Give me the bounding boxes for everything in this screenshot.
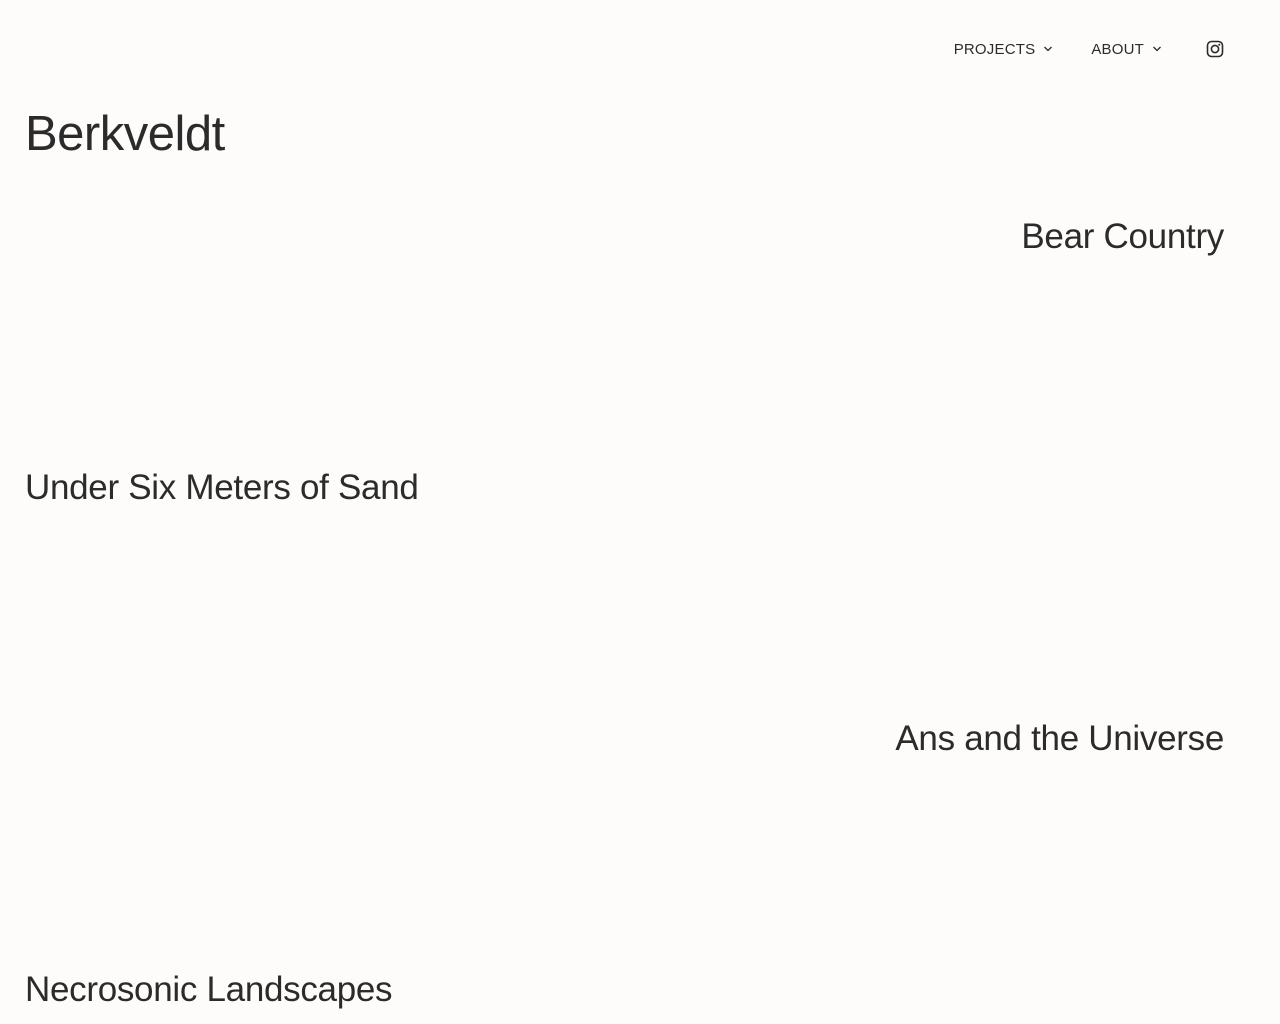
project-title-ans-and-the-universe[interactable]: Ans and the Universe bbox=[895, 719, 1224, 758]
nav-projects-label: PROJECTS bbox=[953, 40, 1036, 58]
top-navigation bbox=[954, 40, 1224, 58]
instagram-icon[interactable] bbox=[1206, 40, 1224, 58]
chevron-down-icon bbox=[1152, 44, 1162, 54]
nav-about-label: ABOUT bbox=[1091, 40, 1144, 58]
project-title-necrosonic-landscapes[interactable]: Necrosonic Landscapes bbox=[25, 970, 393, 1009]
nav-projects[interactable] bbox=[954, 41, 1054, 58]
project-title-bear-country[interactable]: Bear Country bbox=[1021, 217, 1224, 256]
project-title-under-six-meters-of-sand[interactable]: Under Six Meters of Sand bbox=[25, 468, 419, 507]
site-title[interactable]: Berkveldt bbox=[25, 107, 225, 161]
chevron-down-icon bbox=[1043, 44, 1053, 54]
nav-about[interactable] bbox=[1091, 41, 1162, 58]
